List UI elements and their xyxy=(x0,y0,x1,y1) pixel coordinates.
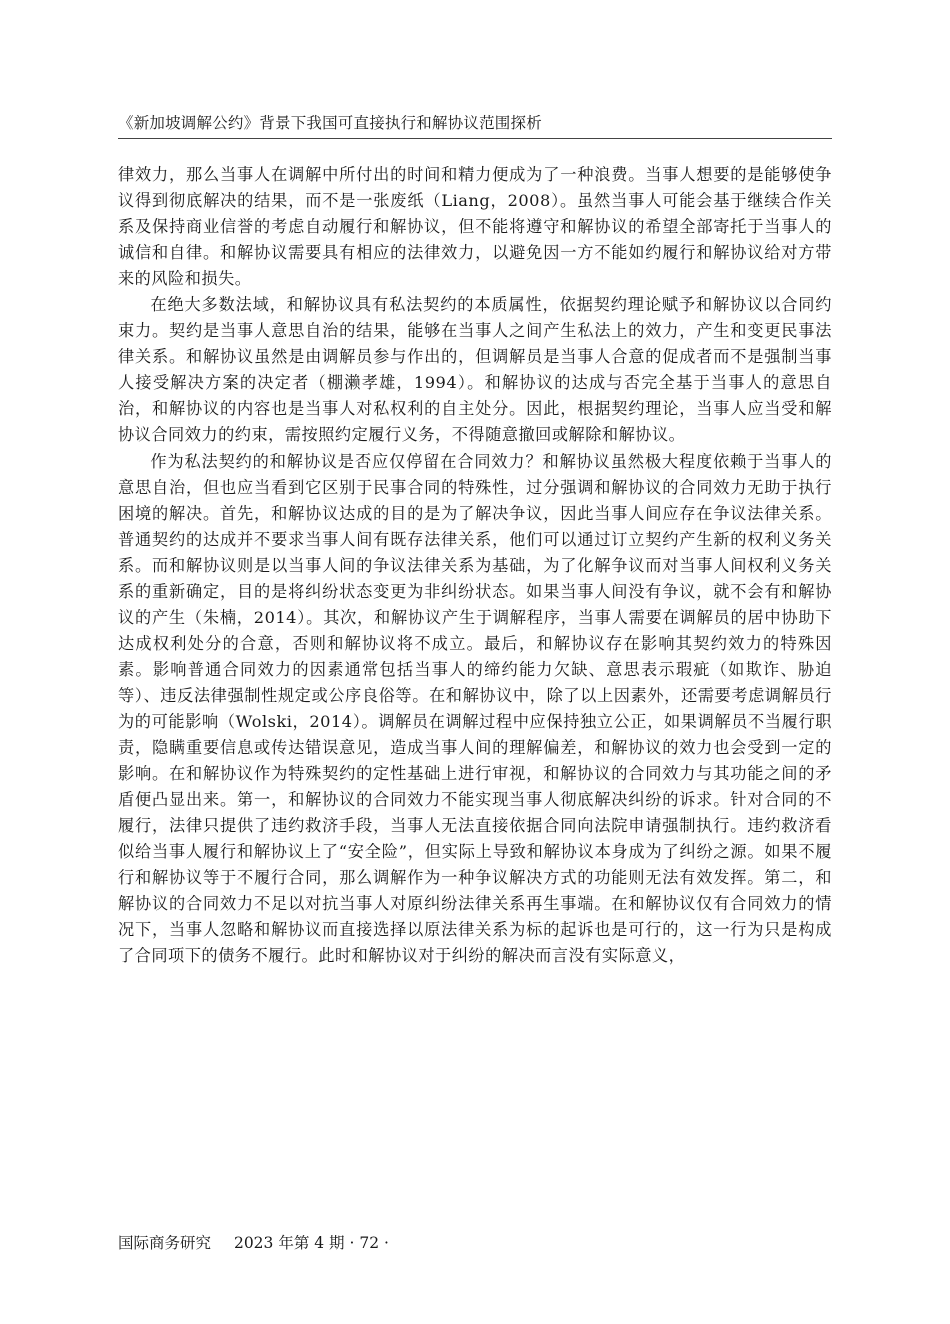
paragraph: 在绝大多数法域，和解协议具有私法契约的本质属性，依据契约理论赋予和解协议以合同约束力。契约是当事人意思自治的结果，能够在当事人之间产生私法上的效力，产生和变更民事法律关系。和解协议虽然是由调解员参与作出的，但调解员是当事人合意的促成者而不是强制当事人接受解决方案的决定者（棚濑孝雄，1994）。和解协议的达成与否完全基于当事人的意思自治，和解协议的内容也是当事人对私权利的自主处分。因此，根据契约理论，当事人应当受和解协议合同效力的约束，需按照约定履行义务，不得随意撤回或解除和解协议。 xyxy=(118,295,832,445)
journal-name: 国际商务研究 xyxy=(118,1234,212,1252)
paragraph: 作为私法契约的和解协议是否应仅停留在合同效力？和解协议虽然极大程度依赖于当事人的意思自治，但也应当看到它区别于民事合同的特殊性，过分强调和解协议的合同效力无助于执行困境的解决。首先，和解协议达成的目的是为了解决争议，因此当事人间应存在争议法律关系。普通契约的达成并不要求当事人间有既存法律关系，他们可以通过订立契约产生新的权利义务关系。而和解协议则是以当事人间的争议法律关系为基础，为了化解争议而对当事人间权利义务关系的重新确定，目的是将纠纷状态变更为非纠纷状态。如果当事人间没有争议，就不会有和解协议的产生（朱楠，2014）。其次，和解协议产生于调解程序，当事人需要在调解员的居中协助下达成权利处分的合意，否则和解协议将不成立。最后，和解协议存在影响其契约效力的特殊因素。影响普通合同效力的因素通常包括当事人的缔约能力欠缺、意思表示瑕疵（如欺诈、胁迫等）、违反法律强制性规定或公序良俗等。在和解协议中，除了以上因素外，还需要考虑调解员行为的可能影响（Wolski，2014）。调解员在调解过程中应保持独立公正，如果调解员不当履行职责，隐瞒重要信息或传达错误意见，造成当事人间的理解偏差，和解协议的效力也会受到一定的影响。在和解协议作为特殊契约的定性基础上进行审视，和解协议的合同效力与其功能之间的矛盾便凸显出来。第一，和解协议的合同效力不能实现当事人彻底解决纠纷的诉求。针对合同的不履行，法律只提供了违约救济手段，当事人无法直接依据合同向法院申请强制执行。违约救济看似给当事人履行和解协议上了“安全险”，但实际上导致和解协议本身成为了纠纷之源。如果不履行和解协议等于不履行合同，那么调解作为一种争议解决方式的功能则无法有效发挥。第二，和解协议的合同效力不足以对抗当事人对原纠纷法律关系再生事端。在和解协议仅有合同效力的情况下，当事人忽略和解协议而直接选择以原法律关系为标的起诉也是可行的，这一行为只是构成了合同项下的债务不履行。此时和解协议对于纠纷的解决而言没有实际意义， xyxy=(118,451,832,966)
paragraph-continued: 律效力，那么当事人在调解中所付出的时间和精力便成为了一种浪费。当事人想要的是能够使争议得到彻底解决的结果，而不是一张废纸（Liang，2008）。虽然当事人可能会基于继续合作关系及保持商业信誉的考虑自动履行和解协议，但不能将遵守和解协议的希望全部寄托于当事人的诚信和自律。和解协议需要具有相应的法律效力，以避免因一方不能如约履行和解协议给对方带来的风险和损失。 xyxy=(118,165,832,289)
header-divider xyxy=(118,138,832,139)
running-title: 《新加坡调解公约》背景下我国可直接执行和解协议范围探析 xyxy=(118,114,542,132)
issue-label: 2023 年第 4 期 xyxy=(233,1234,345,1252)
page-footer xyxy=(118,1232,389,1254)
page-number: · 72 · xyxy=(349,1234,389,1252)
article-body xyxy=(118,162,832,969)
